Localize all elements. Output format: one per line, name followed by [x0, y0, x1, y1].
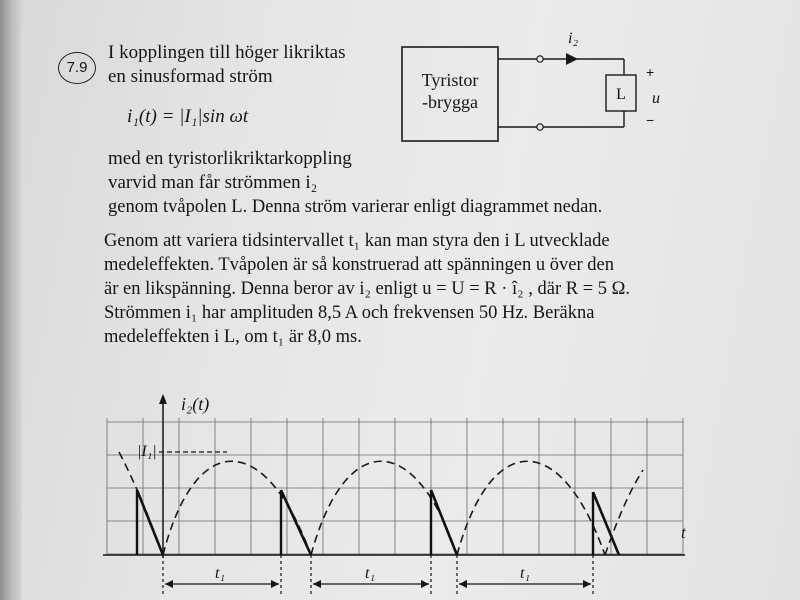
text-line-5: genom tvåpolen L. Denna ström varierar enligt diagrammet nedan.	[108, 197, 603, 217]
load-label: L	[616, 86, 626, 103]
intro-line-2: en sinusformad ström	[108, 66, 273, 87]
circuit-diagram	[390, 25, 680, 150]
intro-line-1: I kopplingen till höger likriktas	[108, 42, 346, 63]
para2-line-5: medeleffekten i L, om t₁ är 8,0 ms.	[104, 327, 362, 347]
conduction-0	[137, 490, 163, 555]
para2-line-3: är en likspänning. Denna beror av i₂ enligt u = U = R · î₂ , där R = 5 Ω.	[104, 279, 630, 299]
current-arrow	[566, 53, 578, 65]
voltage-label: u	[652, 90, 660, 107]
terminal-bottom	[537, 124, 543, 130]
terminal-top	[537, 56, 543, 62]
current-graph	[95, 390, 705, 600]
sine-dashed-3	[457, 461, 605, 555]
box-label-2: -brygga	[422, 92, 478, 112]
x-axis-label: t	[681, 523, 686, 542]
box-label-1: Tyristor	[421, 70, 479, 90]
interval-label-3: t₁	[520, 565, 531, 582]
current-label: i₂	[568, 30, 579, 47]
minus-sign: −	[646, 112, 655, 128]
amplitude-label: |I₁|	[137, 443, 157, 460]
para2-line-2: medeleffekten. Tvåpolen är så konstruerad att spänningen u över den	[104, 255, 614, 275]
plus-sign: +	[646, 64, 655, 80]
y-axis-arrow	[159, 394, 167, 404]
problem-number: 7.9	[58, 52, 96, 84]
conduction-2	[431, 490, 457, 555]
interval-label-2: t₁	[365, 565, 376, 582]
sine-dashed-2	[311, 461, 457, 555]
grid	[107, 418, 683, 555]
text-line-4: varvid man får strömmen i₂	[108, 172, 318, 193]
formula: i₁(t) = |I₁|sin ωt	[127, 106, 249, 127]
conduction-1	[281, 490, 311, 555]
para2-line-4: Strömmen i₁ har amplituden 8,5 A och frekvensen 50 Hz. Beräkna	[104, 303, 595, 323]
y-axis-label: i₂(t)	[181, 394, 210, 414]
para2-line-1: Genom att variera tidsintervallet t₁ kan man styra den i L utvecklade	[104, 231, 610, 251]
text-line-3: med en tyristorlikriktarkoppling	[108, 148, 352, 169]
conduction-3	[593, 492, 619, 555]
interval-label-1: t₁	[215, 565, 226, 582]
page-edge	[0, 0, 22, 600]
